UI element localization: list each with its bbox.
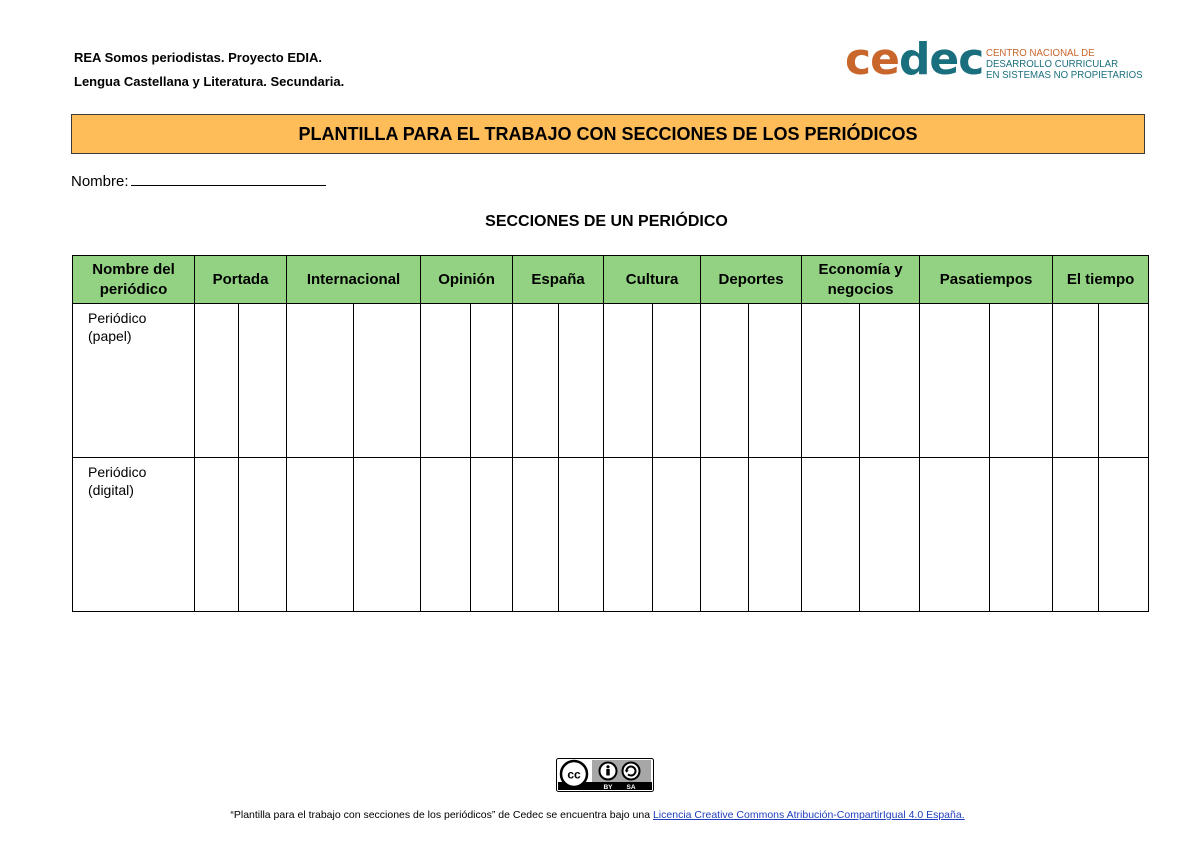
sections-table xyxy=(72,255,1149,612)
license-link[interactable]: Licencia Creative Commons Atribución-CompartirIgual 4.0 España. xyxy=(652,809,965,821)
table-header-row xyxy=(73,256,1149,304)
cedec-logo xyxy=(845,34,1145,86)
header-economia-negocios: Economía y negocios xyxy=(802,256,920,304)
table-cell[interactable] xyxy=(421,304,471,458)
header-nombre-periodico: Nombre del periódico xyxy=(73,256,195,304)
header-pasatiempos: Pasatiempos xyxy=(920,256,1053,304)
license-footer xyxy=(0,809,1195,821)
table-cell[interactable] xyxy=(1099,304,1149,458)
table-cell[interactable] xyxy=(471,458,513,612)
header-espana: España xyxy=(513,256,604,304)
table-cell[interactable] xyxy=(287,458,354,612)
table-cell[interactable] xyxy=(471,304,513,458)
table-cell[interactable] xyxy=(195,458,239,612)
header-cultura: Cultura xyxy=(604,256,701,304)
table-cell[interactable] xyxy=(990,304,1053,458)
table-cell[interactable] xyxy=(920,304,990,458)
table-cell[interactable] xyxy=(354,304,421,458)
table-cell[interactable] xyxy=(604,304,653,458)
table-cell[interactable] xyxy=(1099,458,1149,612)
table-cell[interactable] xyxy=(701,458,749,612)
table-cell[interactable] xyxy=(421,458,471,612)
table-cell[interactable] xyxy=(239,304,287,458)
row-label-cell: Periódico (papel) xyxy=(73,304,195,458)
table-cell[interactable] xyxy=(802,458,860,612)
table-cell[interactable] xyxy=(749,458,802,612)
table-cell[interactable] xyxy=(354,458,421,612)
table-cell[interactable] xyxy=(860,304,920,458)
footer-text: “Plantilla para el trabajo con secciones de los periódicos” de Cedec se encuentra bajo una xyxy=(230,809,653,821)
table-cell[interactable] xyxy=(1053,458,1099,612)
table-row xyxy=(73,458,1149,612)
header-internacional: Internacional xyxy=(287,256,421,304)
table-cell[interactable] xyxy=(653,458,701,612)
table-cell[interactable] xyxy=(287,304,354,458)
table-cell[interactable] xyxy=(749,304,802,458)
table-cell[interactable] xyxy=(513,304,559,458)
header-opinion: Opinión xyxy=(421,256,513,304)
table-row xyxy=(73,304,1149,458)
table-cell[interactable] xyxy=(195,304,239,458)
name-label: Nombre: xyxy=(71,173,129,190)
table-cell[interactable] xyxy=(239,458,287,612)
svg-text:SA: SA xyxy=(626,783,636,791)
table-cell[interactable] xyxy=(860,458,920,612)
header-deportes: Deportes xyxy=(701,256,802,304)
header-line-project: REA Somos periodistas. Proyecto EDIA. xyxy=(74,50,323,65)
header-el-tiempo: El tiempo xyxy=(1053,256,1149,304)
page-title: PLANTILLA PARA EL TRABAJO CON SECCIONES DE LOS PERIÓDICOS xyxy=(71,114,1145,154)
cedec-logo-subtitle: CENTRO NACIONAL DE DESARROLLO CURRICULAR EN SISTEMAS NO PROPIETARIOS xyxy=(986,47,1143,81)
sa-share-icon xyxy=(623,763,640,780)
name-field xyxy=(71,173,326,190)
table-cell[interactable] xyxy=(513,458,559,612)
row-label-cell: Periódico (digital) xyxy=(73,458,195,612)
table-cell[interactable] xyxy=(802,304,860,458)
document-header xyxy=(74,46,344,94)
cedec-logo-wordmark: cedec xyxy=(845,34,984,85)
table-cell[interactable] xyxy=(559,304,604,458)
table-cell[interactable] xyxy=(604,458,653,612)
table-cell[interactable] xyxy=(990,458,1053,612)
header-portada: Portada xyxy=(195,256,287,304)
table-cell[interactable] xyxy=(559,458,604,612)
table-cell[interactable] xyxy=(701,304,749,458)
svg-text:BY: BY xyxy=(603,783,613,791)
header-line-subject: Lengua Castellana y Literatura. Secundaria. xyxy=(74,74,345,89)
section-subtitle: SECCIONES DE UN PERIÓDICO xyxy=(485,213,728,230)
name-blank-line xyxy=(131,173,326,186)
table-cell[interactable] xyxy=(920,458,990,612)
table-cell[interactable] xyxy=(1053,304,1099,458)
table-cell[interactable] xyxy=(653,304,701,458)
cc-by-sa-badge[interactable] xyxy=(556,758,654,792)
svg-text:cc: cc xyxy=(567,767,581,782)
